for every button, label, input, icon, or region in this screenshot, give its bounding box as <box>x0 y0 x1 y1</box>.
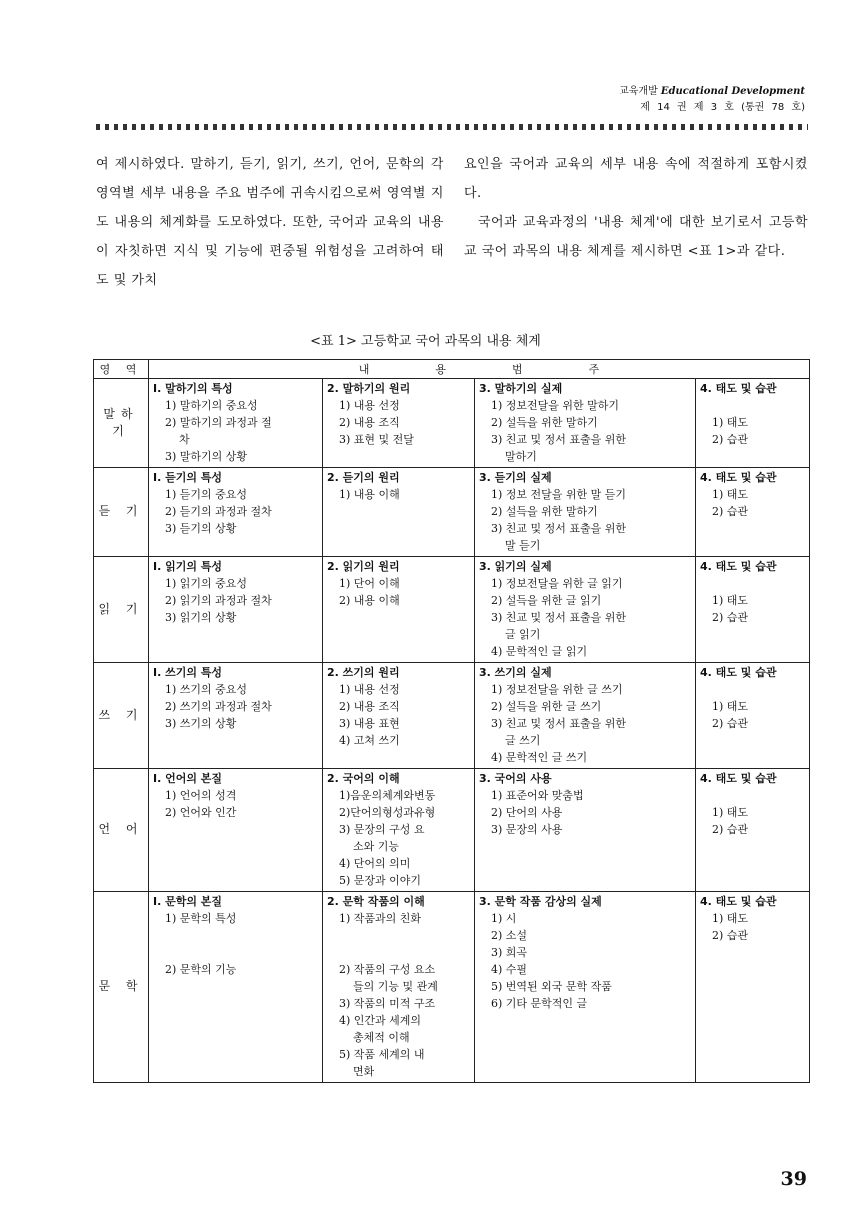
category-title: Ⅰ. 듣기의 특성 <box>153 471 223 484</box>
category-cell <box>696 769 810 892</box>
issue: 제 3 호 <box>693 102 734 113</box>
category-item: 1) 읽기의 중요성 <box>165 577 248 590</box>
category-cell <box>149 769 323 892</box>
category-item: 4) 문학적인 글 쓰기 <box>491 751 588 764</box>
table-row <box>94 379 810 468</box>
category-title: 3. 문학 작품 감상의 실제 <box>479 895 602 908</box>
category-item: 1) 태도 <box>712 912 749 925</box>
category-title: 3. 듣기의 실제 <box>479 471 552 484</box>
category-item: 2) 설득을 위한 말하기 <box>491 505 598 518</box>
table-row <box>94 892 810 1083</box>
category-item: 2) 소설 <box>491 929 528 942</box>
category-item: 3) 듣기의 상황 <box>165 522 237 535</box>
category-title: Ⅰ. 읽기의 특성 <box>153 560 223 573</box>
table-row <box>94 468 810 557</box>
category-item: 2) 듣기의 과정과 절차 <box>165 505 272 518</box>
category-cell <box>475 557 696 663</box>
blank-line <box>700 575 805 592</box>
table-row <box>94 557 810 663</box>
category-item: 1)음운의체계와변동 <box>339 789 436 802</box>
blank-line <box>153 927 318 944</box>
category-cell <box>323 663 475 769</box>
category-item: 글 쓰기 <box>505 734 541 747</box>
category-item: 1) 내용 이해 <box>339 488 400 501</box>
blank-line <box>153 944 318 961</box>
header-word: 내 <box>358 362 370 376</box>
journal-title-kr: 교육개발 <box>619 86 658 97</box>
category-cell <box>149 379 323 468</box>
category-item: 말하기 <box>505 450 537 463</box>
header-word: 용 <box>435 362 446 376</box>
category-item: 3) 읽기의 상황 <box>165 611 237 624</box>
category-cell <box>323 468 475 557</box>
category-item: 들의 기능 및 관계 <box>353 980 438 993</box>
header-area: 영 역 <box>94 360 149 379</box>
category-item: 6) 기타 문학적인 글 <box>491 997 588 1010</box>
table-caption: <표 1> 고등학교 국어 과목의 내용 체계 <box>310 334 541 349</box>
category-item: 1) 정보전달을 위한 글 쓰기 <box>491 683 623 696</box>
category-title: 2. 듣기의 원리 <box>327 471 400 484</box>
category-item: 3) 문장의 사용 <box>491 823 563 836</box>
category-cell <box>323 379 475 468</box>
category-item: 3) 친교 및 정서 표출을 위한 <box>491 611 627 624</box>
category-item: 면화 <box>353 1065 375 1078</box>
dotted-divider <box>96 124 808 130</box>
area-label: 쓰 기 <box>94 663 149 769</box>
category-item: 3) 희곡 <box>491 946 528 959</box>
category-item: 3) 말하기의 상황 <box>165 450 248 463</box>
category-item: 3) 쓰기의 상황 <box>165 717 237 730</box>
page-number: 39 <box>780 1168 807 1190</box>
paragraph: 요인을 국어과 교육의 세부 내용 속에 적절하게 포함시켰다. <box>464 157 808 201</box>
blank-line <box>700 397 805 414</box>
category-item: 1) 태도 <box>712 594 749 607</box>
category-item: 4) 고쳐 쓰기 <box>339 734 400 747</box>
journal-title-en: Educational Development <box>660 86 805 97</box>
blank-line <box>327 927 470 944</box>
category-item: 1) 태도 <box>712 806 749 819</box>
category-item: 2) 습관 <box>712 433 749 446</box>
category-item: 1) 단어 이해 <box>339 577 400 590</box>
category-item: 4) 인간과 세계의 <box>339 1014 422 1027</box>
category-item: 1) 언어의 성격 <box>165 789 237 802</box>
category-item: 2) 단어의 사용 <box>491 806 563 819</box>
category-cell <box>696 379 810 468</box>
category-item: 2) 문학의 기능 <box>165 963 237 976</box>
category-title: 3. 국어의 사용 <box>479 772 552 785</box>
category-title: Ⅰ. 문학의 본질 <box>153 895 223 908</box>
category-item: 2) 습관 <box>712 929 749 942</box>
category-title: 4. 태도 및 습관 <box>700 560 777 573</box>
category-item: 1) 말하기의 중요성 <box>165 399 258 412</box>
category-item: 2) 말하기의 과정과 절 <box>165 416 272 429</box>
category-item: 1) 태도 <box>712 416 749 429</box>
category-item: 글 읽기 <box>505 628 541 641</box>
category-item: 3) 내용 표현 <box>339 717 400 730</box>
category-item: 5) 번역된 외국 문학 작품 <box>491 980 612 993</box>
category-item: 3) 친교 및 정서 표출을 위한 <box>491 522 627 535</box>
category-item: 1) 태도 <box>712 488 749 501</box>
category-item: 총체적 이해 <box>353 1031 410 1044</box>
content-table <box>93 359 810 1083</box>
category-title: 4. 태도 및 습관 <box>700 666 777 679</box>
category-item: 2) 설득을 위한 말하기 <box>491 416 598 429</box>
category-item: 2) 습관 <box>712 611 749 624</box>
area-label: 읽 기 <box>94 557 149 663</box>
category-item: 4) 문학적인 글 읽기 <box>491 645 588 658</box>
category-title: 2. 국어의 이해 <box>327 772 400 785</box>
category-title: 3. 말하기의 실제 <box>479 382 563 395</box>
table-row <box>94 663 810 769</box>
category-title: 2. 쓰기의 원리 <box>327 666 400 679</box>
category-item: 2) 습관 <box>712 717 749 730</box>
table-row <box>94 769 810 892</box>
category-item: 2) 내용 조직 <box>339 700 400 713</box>
category-item: 1) 쓰기의 중요성 <box>165 683 248 696</box>
category-item: 1) 정보 전달을 위한 말 듣기 <box>491 488 627 501</box>
category-item: 차 <box>179 433 190 446</box>
area-label: 문 학 <box>94 892 149 1083</box>
category-cell <box>696 557 810 663</box>
header-word: 주 <box>588 362 600 376</box>
category-item: 1) 정보전달을 위한 말하기 <box>491 399 620 412</box>
paragraph: 국어과 교육과정의 '내용 체계'에 대한 보기로서 고등학교 국어 과목의 내용 체계를 제시하면 <표 1>과 같다. <box>464 215 808 259</box>
category-item: 1) 문학의 특성 <box>165 912 237 925</box>
area-label: 말하기 <box>94 379 149 468</box>
total-issue: (통권 78 호) <box>741 102 805 113</box>
body-text-left <box>96 150 444 295</box>
category-item: 5) 문장과 이야기 <box>339 874 422 887</box>
category-item: 2) 내용 이해 <box>339 594 400 607</box>
category-title: Ⅰ. 말하기의 특성 <box>153 382 233 395</box>
category-cell <box>323 557 475 663</box>
blank-line <box>700 787 805 804</box>
category-title: 2. 문학 작품의 이해 <box>327 895 425 908</box>
category-title: 3. 읽기의 실제 <box>479 560 552 573</box>
category-item: 3) 표현 및 전달 <box>339 433 414 446</box>
category-title: 4. 태도 및 습관 <box>700 471 777 484</box>
category-item: 4) 단어의 의미 <box>339 857 411 870</box>
category-title: 4. 태도 및 습관 <box>700 772 777 785</box>
category-item: 2) 설득을 위한 글 쓰기 <box>491 700 602 713</box>
category-item: 1) 내용 선정 <box>339 683 400 696</box>
header-content <box>149 360 810 379</box>
blank-line <box>700 681 805 698</box>
category-title: 2. 읽기의 원리 <box>327 560 400 573</box>
category-item: 2) 습관 <box>712 505 749 518</box>
category-cell <box>696 663 810 769</box>
category-item: 3) 친교 및 정서 표출을 위한 <box>491 433 627 446</box>
category-item: 2)단어의형성과유형 <box>339 806 436 819</box>
category-item: 1) 내용 선정 <box>339 399 400 412</box>
category-item: 4) 수필 <box>491 963 528 976</box>
paragraph: 여 제시하였다. 말하기, 듣기, 읽기, 쓰기, 언어, 문학의 각 영역별 세부 내용을 주요 범주에 귀속시킴으로써 영역별 지도 내용의 체계화를 도모하였다. 또한, 국어과 교육의 내용이 자칫하면 지식 및 기능에 편중될 위험성을 고려하여 태도 및 가치 <box>96 157 444 288</box>
category-item: 1) 듣기의 중요성 <box>165 488 248 501</box>
category-item: 2) 습관 <box>712 823 749 836</box>
running-header <box>619 84 805 116</box>
category-item: 3) 문장의 구성 요 <box>339 823 425 836</box>
category-cell <box>475 663 696 769</box>
category-item: 3) 작품의 미적 구조 <box>339 997 436 1010</box>
header-word: 범 <box>512 362 523 376</box>
category-title: 4. 태도 및 습관 <box>700 382 777 395</box>
category-item: 말 듣기 <box>505 539 541 552</box>
category-cell <box>696 468 810 557</box>
category-item: 2) 설득을 위한 글 읽기 <box>491 594 602 607</box>
area-label: 언 어 <box>94 769 149 892</box>
category-cell <box>149 557 323 663</box>
category-item: 1) 작품과의 친화 <box>339 912 422 925</box>
volume: 제 14 권 <box>640 102 687 113</box>
category-title: 4. 태도 및 습관 <box>700 895 777 908</box>
category-item: 2) 내용 조직 <box>339 416 400 429</box>
category-cell <box>696 892 810 1083</box>
category-item: 2) 작품의 구성 요소 <box>339 963 436 976</box>
category-title: Ⅰ. 쓰기의 특성 <box>153 666 223 679</box>
category-cell <box>475 769 696 892</box>
category-cell <box>475 892 696 1083</box>
category-item: 2) 쓰기의 과정과 절차 <box>165 700 272 713</box>
category-item: 2) 언어와 인간 <box>165 806 237 819</box>
category-item: 1) 표준어와 맞춤법 <box>491 789 584 802</box>
category-item: 3) 친교 및 정서 표출을 위한 <box>491 717 627 730</box>
category-item: 1) 시 <box>491 912 517 925</box>
body-text-right <box>464 150 808 266</box>
category-cell <box>149 663 323 769</box>
category-item: 5) 작품 세계의 내 <box>339 1048 425 1061</box>
category-cell <box>323 892 475 1083</box>
category-cell <box>149 892 323 1083</box>
category-cell <box>475 379 696 468</box>
category-title: 3. 쓰기의 실제 <box>479 666 552 679</box>
category-item: 1) 정보전달을 위한 글 읽기 <box>491 577 623 590</box>
category-title: 2. 말하기의 원리 <box>327 382 411 395</box>
category-cell <box>475 468 696 557</box>
category-item: 소와 기능 <box>353 840 400 853</box>
area-label: 듣 기 <box>94 468 149 557</box>
category-title: Ⅰ. 언어의 본질 <box>153 772 223 785</box>
category-item: 1) 태도 <box>712 700 749 713</box>
table-header-row <box>94 360 810 379</box>
category-cell <box>149 468 323 557</box>
blank-line <box>327 944 470 961</box>
category-item: 2) 읽기의 과정과 절차 <box>165 594 272 607</box>
category-cell <box>323 769 475 892</box>
